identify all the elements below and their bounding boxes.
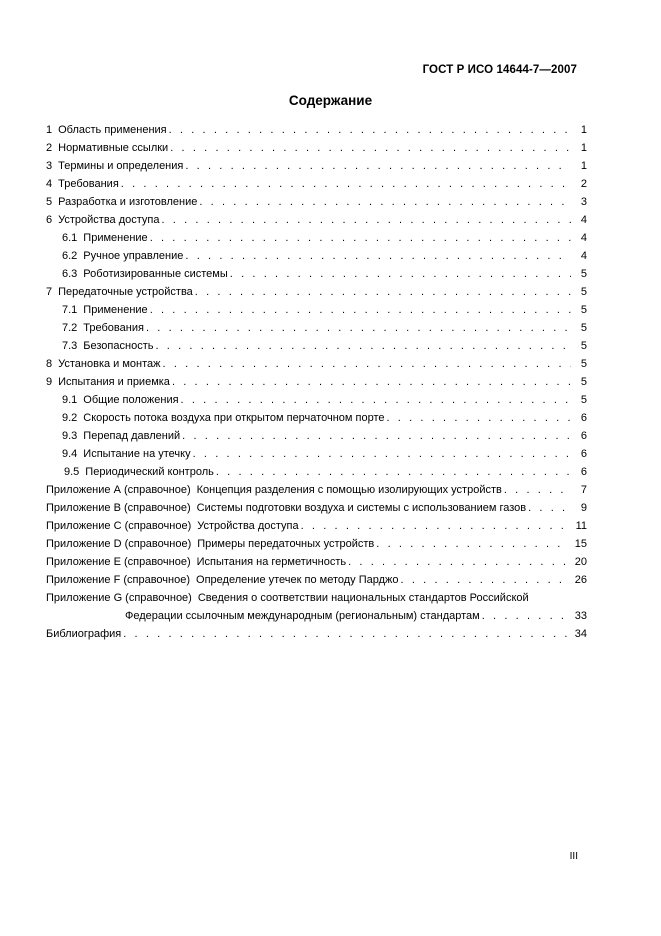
- toc-entry-title: Безопасность: [83, 340, 154, 352]
- appendix-entry-e: [46, 553, 587, 571]
- toc-entry-page: 1: [580, 124, 587, 136]
- appendix-label: Приложение А (справочное): [46, 484, 191, 496]
- toc-entry-number: 7.2: [62, 322, 78, 334]
- toc-entry-number: 9.3: [62, 430, 78, 442]
- toc-entry-number: 7.1: [62, 304, 78, 316]
- toc-entry-page: 4: [580, 250, 587, 262]
- toc-entry-page: 5: [580, 268, 587, 280]
- toc-entry-title: Термины и определения: [58, 160, 184, 172]
- bibliography-entry: [46, 625, 587, 643]
- appendix-entry-g: [46, 589, 587, 607]
- toc-entry-number: 1: [46, 124, 53, 136]
- dot-leader: [182, 427, 571, 445]
- toc-entry-4: [46, 175, 587, 193]
- toc-entry-number: 6.3: [62, 268, 78, 280]
- toc-entry-page: 5: [580, 376, 587, 388]
- toc-entry-page: 5: [580, 358, 587, 370]
- toc-entry-page: 3: [580, 196, 587, 208]
- appendix-label: Приложение В (справочное): [46, 502, 191, 514]
- appendix-entry-b: [46, 499, 587, 517]
- toc-entry-number: 9: [46, 376, 53, 388]
- dot-leader: [386, 409, 571, 427]
- appendix-title: Сведения о соответствии национальных стандартов Российской: [197, 592, 529, 604]
- toc-entry-title: Периодический контроль: [85, 466, 214, 478]
- dot-leader: [123, 625, 569, 643]
- toc-entry-title: Требования: [83, 322, 144, 334]
- table-of-contents: [46, 121, 587, 643]
- toc-entry-title: Разработка и изготовление: [58, 196, 198, 208]
- appendix-entry-g-continuation: [46, 607, 587, 625]
- appendix-page: 7: [580, 484, 587, 496]
- appendix-entry-c: [46, 517, 587, 535]
- toc-entry-7-3: [46, 337, 587, 355]
- toc-entry-number: 5: [46, 196, 53, 208]
- toc-entry-6-1: [46, 229, 587, 247]
- dot-leader: [185, 247, 571, 265]
- toc-entry-page: 5: [580, 322, 587, 334]
- dot-leader: [162, 211, 572, 229]
- toc-entry-number: 4: [46, 178, 53, 190]
- dot-leader: [401, 571, 569, 589]
- toc-entry-7-2: [46, 319, 587, 337]
- toc-entry-title: Нормативные ссылки: [58, 142, 169, 154]
- dot-leader: [150, 301, 571, 319]
- toc-entry-8: [46, 355, 587, 373]
- toc-entry-6: [46, 211, 587, 229]
- appendix-entry-f: [46, 571, 587, 589]
- toc-entry-number: 9.5: [64, 466, 80, 478]
- appendix-entry-a: [46, 481, 587, 499]
- appendix-title: Примеры передаточных устройств: [197, 538, 375, 550]
- toc-entry-page: 1: [580, 160, 587, 172]
- appendix-label: Приложение Е (справочное): [46, 556, 191, 568]
- toc-entry-number: 9.4: [62, 448, 78, 460]
- toc-entry-number: 6.2: [62, 250, 78, 262]
- appendix-title: Определение утечек по методу Парджо: [196, 574, 399, 586]
- dot-leader: [170, 139, 571, 157]
- dot-leader: [185, 157, 571, 175]
- toc-entry-title: Ручное управление: [83, 250, 184, 262]
- toc-entry-page: 5: [580, 286, 587, 298]
- toc-entry-number: 2: [46, 142, 53, 154]
- dot-leader: [482, 607, 569, 625]
- appendix-title: Устройства доступа: [197, 520, 299, 532]
- toc-entry-2: [46, 139, 587, 157]
- dot-leader: [230, 265, 571, 283]
- toc-entry-title: Устройства доступа: [58, 214, 160, 226]
- appendix-page: 26: [574, 574, 587, 586]
- toc-entry-9: [46, 373, 587, 391]
- dot-leader: [163, 355, 571, 373]
- toc-entry-number: 9.2: [62, 412, 78, 424]
- toc-entry-title: Установка и монтаж: [58, 358, 161, 370]
- dot-leader: [301, 517, 570, 535]
- toc-entry-title: Передаточные устройства: [58, 286, 193, 298]
- appendix-page: 11: [575, 520, 587, 532]
- toc-entry-title: Перепад давлений: [83, 430, 181, 442]
- toc-entry-number: 8: [46, 358, 53, 370]
- dot-leader: [150, 229, 571, 247]
- toc-entry-3: [46, 157, 587, 175]
- toc-entry-number: 3: [46, 160, 53, 172]
- page-number: III: [569, 851, 578, 862]
- appendix-label: Приложение F (справочное): [46, 574, 191, 586]
- dot-leader: [216, 463, 571, 481]
- bibliography-page: 34: [574, 628, 587, 640]
- toc-entry-number: 6: [46, 214, 53, 226]
- dot-leader: [155, 337, 571, 355]
- dot-leader: [195, 283, 571, 301]
- page-title: Содержание: [288, 93, 373, 108]
- appendix-label: Приложение D (справочное): [46, 538, 192, 550]
- dot-leader: [121, 175, 571, 193]
- toc-entry-page: 1: [580, 142, 587, 154]
- dot-leader: [376, 535, 568, 553]
- toc-entry-page: 5: [580, 304, 587, 316]
- dot-leader: [193, 445, 571, 463]
- appendix-page: 9: [580, 502, 587, 514]
- toc-entry-page: 2: [580, 178, 587, 190]
- toc-entry-number: 7.3: [62, 340, 78, 352]
- toc-entry-title: Испытания и приемка: [58, 376, 170, 388]
- appendix-page: 33: [574, 610, 587, 622]
- toc-entry-title: Роботизированные системы: [83, 268, 228, 280]
- toc-entry-1: [46, 121, 587, 139]
- document-code-header: ГОСТ Р ИСО 14644-7—2007: [422, 64, 577, 76]
- toc-entry-6-3: [46, 265, 587, 283]
- dot-leader: [199, 193, 571, 211]
- toc-entry-title: Испытание на утечку: [83, 448, 191, 460]
- toc-entry-7: [46, 283, 587, 301]
- toc-entry-title: Область применения: [58, 124, 167, 136]
- toc-entry-9-1: [46, 391, 587, 409]
- toc-entry-page: 5: [580, 340, 587, 352]
- bibliography-title: Библиография: [46, 628, 122, 640]
- toc-entry-9-4: [46, 445, 587, 463]
- appendix-page: 15: [574, 538, 587, 550]
- toc-entry-number: 7: [46, 286, 53, 298]
- toc-entry-page: 5: [580, 394, 587, 406]
- appendix-title: Испытания на герметичность: [196, 556, 347, 568]
- appendix-label: Приложение С (справочное): [46, 520, 192, 532]
- toc-entry-title: Требования: [58, 178, 119, 190]
- dot-leader: [169, 121, 571, 139]
- toc-entry-title: Применение: [83, 304, 148, 316]
- dot-leader: [146, 319, 571, 337]
- toc-entry-9-5: [46, 463, 587, 481]
- toc-entry-7-1: [46, 301, 587, 319]
- appendix-title: Системы подготовки воздуха и системы с использованием газов: [196, 502, 527, 514]
- appendix-label: Приложение G (справочное): [46, 592, 192, 604]
- toc-entry-page: 6: [580, 412, 587, 424]
- toc-entry-page: 6: [580, 448, 587, 460]
- toc-entry-page: 6: [580, 430, 587, 442]
- appendix-title: Концепция разделения с помощью изолирующих устройств: [196, 484, 502, 496]
- toc-entry-title: Скорость потока воздуха при открытом перчаточном порте: [83, 412, 385, 424]
- toc-entry-page: 4: [580, 214, 587, 226]
- toc-entry-number: 6.1: [62, 232, 78, 244]
- toc-entry-page: 4: [580, 232, 587, 244]
- appendix-title-continuation: Федерации ссылочным международным (региональным) стандартам: [125, 610, 480, 622]
- toc-entry-9-2: [46, 409, 587, 427]
- toc-entry-6-2: [46, 247, 587, 265]
- dot-leader: [348, 553, 569, 571]
- toc-entry-title: Применение: [83, 232, 148, 244]
- toc-entry-title: Общие положения: [83, 394, 179, 406]
- toc-entry-number: 9.1: [62, 394, 78, 406]
- toc-entry-5: [46, 193, 587, 211]
- dot-leader: [528, 499, 571, 517]
- appendix-page: 20: [574, 556, 587, 568]
- toc-entry-9-3: [46, 427, 587, 445]
- dot-leader: [172, 373, 571, 391]
- dot-leader: [181, 391, 571, 409]
- toc-entry-page: 6: [580, 466, 587, 478]
- dot-leader: [504, 481, 571, 499]
- appendix-entry-d: [46, 535, 587, 553]
